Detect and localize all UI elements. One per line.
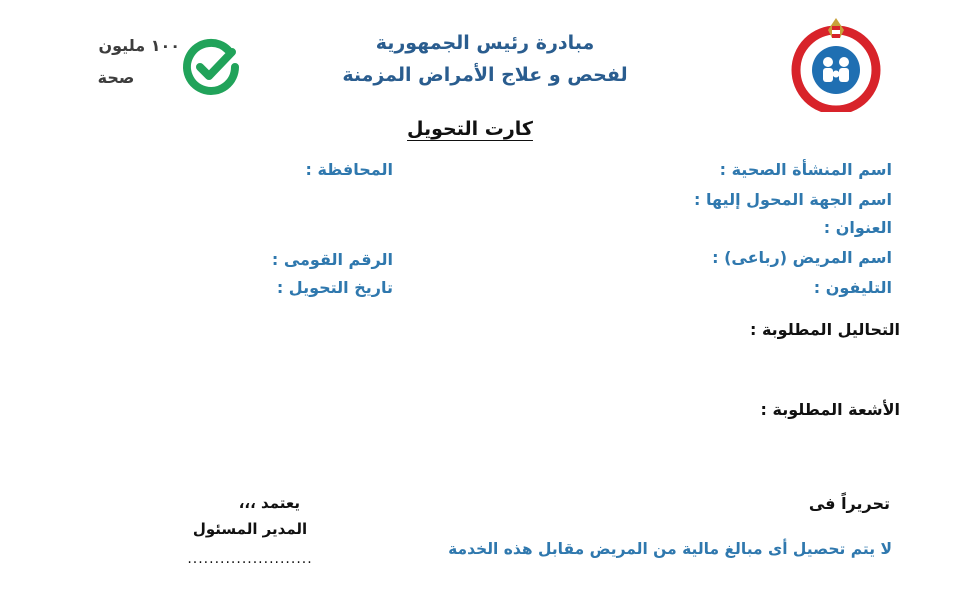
free-service-note: لا يتم تحصيل أى مبالغ مالية من المريض مقابل هذه الخدمة <box>448 540 892 558</box>
national-id-label: الرقم القومى : <box>271 250 393 269</box>
ministry-of-health-logo-icon <box>786 12 886 112</box>
referral-date-label: تاريخ التحويل : <box>276 278 393 297</box>
approved-label: يعتمد ،،، <box>238 494 300 512</box>
logo-text-top: ١٠٠ مليون <box>98 36 180 55</box>
logo-text-bottom: صحة <box>97 68 135 87</box>
signature-line: ....................... <box>187 551 313 567</box>
initiative-title: مبادرة رئيس الجمهورية <box>375 32 595 54</box>
referred-to-label: اسم الجهة المحول إليها : <box>694 190 892 209</box>
patient-name-label: اسم المريض (رباعى) : <box>712 248 892 267</box>
phone-label: التليفون : <box>813 278 892 297</box>
written-at-label: تحريراً فى <box>808 494 890 513</box>
initiative-subtitle: لفحص و علاج الأمراض المزمنة <box>342 64 628 86</box>
governorate-label: المحافظة : <box>305 160 393 179</box>
card-title: كارت التحويل <box>407 118 533 140</box>
facility-name-label: اسم المنشأة الصحية : <box>719 160 892 179</box>
requested-tests-label: التحاليل المطلوبة : <box>750 320 900 339</box>
requested-xrays-label: الأشعة المطلوبة : <box>760 400 900 419</box>
100-million-health-logo <box>52 34 242 102</box>
checkmark-circle-icon <box>182 38 240 96</box>
address-label: العنوان : <box>823 218 892 237</box>
manager-label: المدير المسئول <box>192 520 308 538</box>
